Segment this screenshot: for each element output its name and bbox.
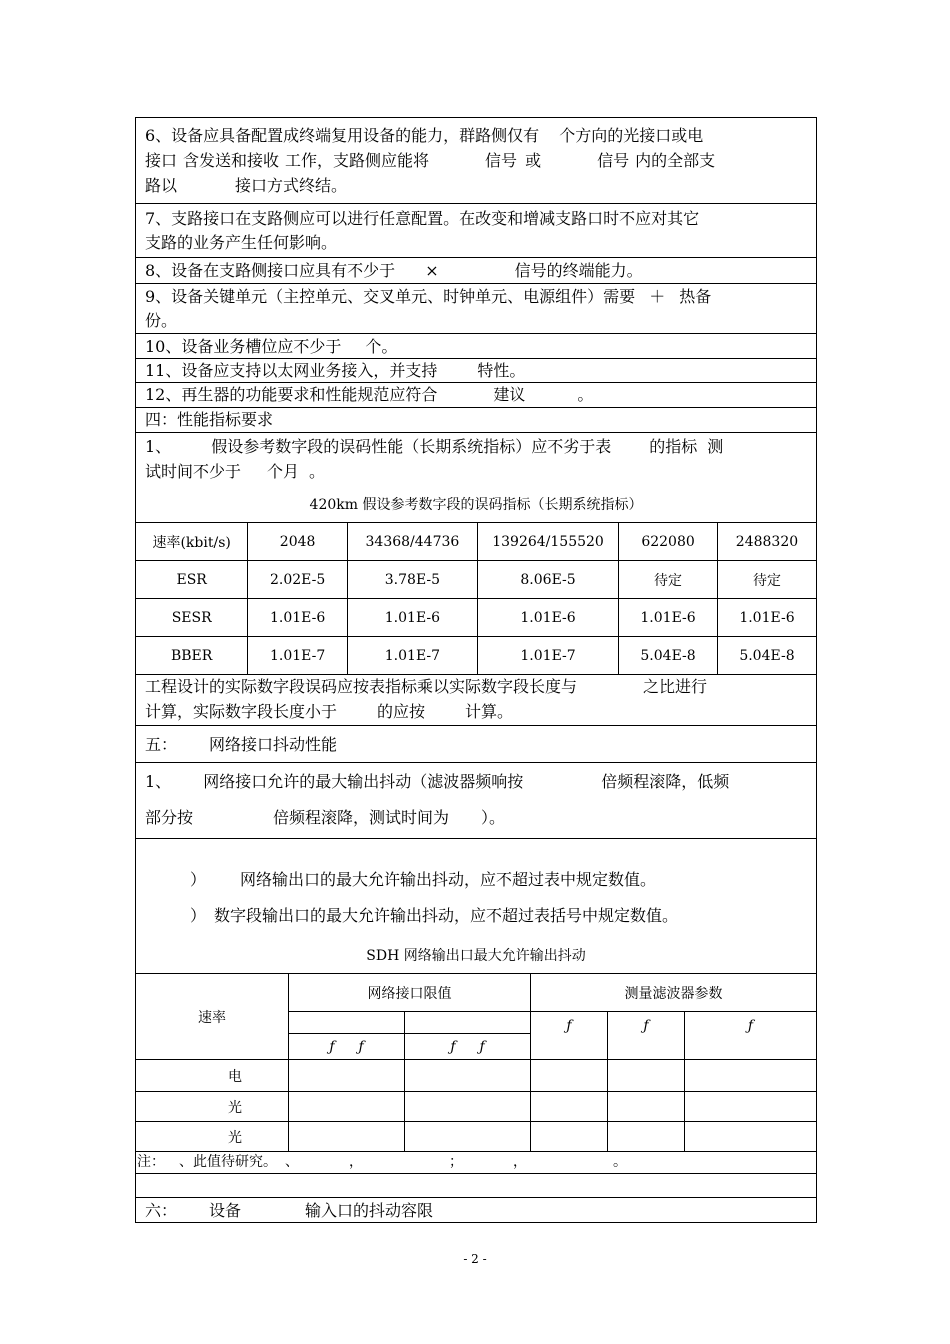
limit-header: 网络接口限值 <box>289 974 531 1012</box>
section-4-title: 四：性能指标要求 <box>136 408 816 433</box>
ber-header-cell: 2048 <box>248 523 348 561</box>
ber-header-cell: 34368/44736 <box>347 523 477 561</box>
ber-table <box>135 522 817 675</box>
table-row: ESR 2.02E-5 3.78E-5 8.06E-5 待定 待定 <box>136 561 817 599</box>
table-row: BBER 1.01E-7 1.01E-7 1.01E-7 5.04E-8 5.04E-8 <box>136 637 817 675</box>
table-row: 光 <box>136 1122 817 1152</box>
item-9: 9、设备关键单元（主控单元、交叉单元、时钟单元、电源组件）需要 ＋ 热备 份。 <box>136 284 816 334</box>
table-row: SESR 1.01E-6 1.01E-6 1.01E-6 1.01E-6 1.01E-6 <box>136 599 817 637</box>
section-5-title: 五： 网络接口抖动性能 <box>136 726 816 763</box>
filter-header: 测量滤波器参数 <box>531 974 817 1012</box>
section-4-item-1: 1、 假设参考数字段的误码性能（长期系统指标）应不劣于表 的指标 测 试时间不少于 个月 。 420km 假设参考数字段的误码指标（长期系统指标） <box>136 433 816 671</box>
section-5-subitems: ） 网络输出口的最大允许输出抖动，应不超过表中规定数值。 ） 数字段输出口的最大允许输出抖动，应不超过表括号中规定数值。 SDH 网络输出口最大允许输出抖动 <box>136 839 816 974</box>
document-frame <box>135 117 817 1223</box>
ber-header-cell: 139264/155520 <box>477 523 618 561</box>
item-8: 8、设备在支路侧接口应具有不少于 × 信号的终端能力。 <box>136 258 816 284</box>
section-5-item-1: 1、 网络接口允许的最大输出抖动（滤波器频响按 倍频程滚降，低频 部分按 倍频程滚降，测试时间为 ）。 <box>136 763 816 839</box>
ber-header-cell: 2488320 <box>717 523 816 561</box>
jitter-table-caption: SDH 网络输出口最大允许输出抖动 <box>366 948 586 964</box>
item6-text: 6、设备应具备配置成终端复用设备的能力，群路侧仅有 <box>145 126 540 145</box>
ber-header-cell: 速率(kbit/s) <box>136 523 248 561</box>
table-row: 电 <box>136 1060 817 1092</box>
item-10: 10、设备业务槽位应不少于 个。 <box>136 334 816 359</box>
item-12: 12、再生器的功能要求和性能规范应符合 建议 。 <box>136 383 816 408</box>
jitter-table: 速率 网络接口限值 测量滤波器参数 ƒ ƒ ƒ ƒ ƒ ƒ ƒ 电 光 光 <box>135 973 817 1152</box>
ber-table-header <box>136 523 817 561</box>
table-row: 光 <box>136 1092 817 1122</box>
ber-note: 工程设计的实际数字段误码应按表指标乘以实际数字段长度与 之比进行 计算，实际数字段长度小于 的应按 计算。 <box>136 674 816 726</box>
item-11: 11、设备应支持以太网业务接入，并支持 特性。 <box>136 359 816 383</box>
section-6-title: 六： 设备 输入口的抖动容限 <box>145 1201 434 1220</box>
ber-table-caption: 420km 假设参考数字段的误码指标（长期系统指标） <box>309 497 643 513</box>
ber-header-cell: 622080 <box>619 523 718 561</box>
blank-row <box>136 1174 816 1198</box>
jitter-note: 注： 、此值待研究。 、 ， ； ， 。 <box>136 1152 816 1174</box>
page-number: - 2 - <box>463 1252 487 1266</box>
item-7: 7、支路接口在支路侧应可以进行任意配置。在改变和增减支路口时不应对其它 支路的业务产生任何影响。 <box>136 204 816 258</box>
rate-header: 速率 <box>136 974 289 1060</box>
item-6: 6、设备应具备配置成终端复用设备的能力，群路侧仅有 个方向的光接口或电 接口 含发送和接收 工作，支路侧应能将 信号 或 信号 内的全部支 路以 接口方式终结。 <box>136 118 816 204</box>
